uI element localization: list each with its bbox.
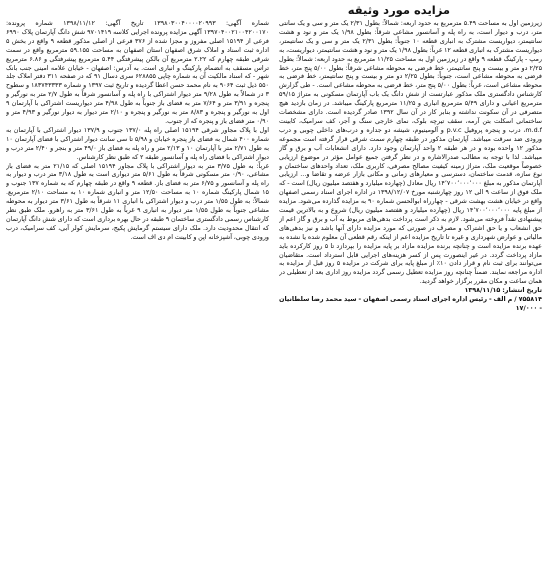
notice-column-right bbox=[6, 19, 269, 572]
notice-columns bbox=[6, 19, 542, 572]
notice-title: مزایده مورد وثیقه bbox=[347, 3, 450, 17]
notice-column-left bbox=[279, 19, 542, 572]
publication-date: تاریخ انتشار: ۱۳۹۸/۱۱/۱۵ bbox=[464, 286, 542, 295]
notice-paragraph: شماره آگهی: ۱۳۹۸۰۳۰۰۴۰۰۰۰۲۰۹۹۳ تاریخ آگهی: ۱۳۹۸/۱۱/۱۲ شماره پرونده: ۱۳۹۷۰۴۰۰۲۱۰۰۴۲۰۰۱۷۰ آگهی مزایده پرونده اجرایی کلاسه ۹۷۰۱۴۱۹ شش دانگ آپارتمان پلاک ۶۹۹۰ فرعی از ۱۵۱۹۴ اصلی مفروز و مجزا شده از ۳۷۶ فرعی از اصلی مذکور قطعه ۹ واقع در بخش ۵ اداره ثبت اسناد و املاک شرق اصفهان استان اصفهان به مساحت ۵۹.۱۵۵ مترمربع واقع در سمت شرقی طبقه چهارم که ۲.۲۲ مترمربع آن بالکن پیشرفتگی ۵.۴۴ مترمربع پیشرفتگی و ۶.۸۶ مترمربع تراس مسقف به انضمام پارکینگ و انباری است. به آدرس: اصفهان - خیابان علامه امینی جنب بانک شهر - که اسناد مالکیت آن به شماره چاپی ۶۲۸۸۵۵ سری دسال ۹۱ که در صفحه ۳۱۱ دفتر املاک جلد ۵۵۰ ذیل ثبت ۹۰۶۴ به نام محمد حسن اعطا گردیده و تاریخ ثبت ۱۳۹۷ و شماره ۱۸۳۷۴۳۳۳۳ و سطوح ۳ در شمالاً به طول ۹/۲۸ متر دیوار اشتراکی با راه پله و آسانسور شرقاً به طول ۲/۷ متر به نورگیر و پنجره و ۳/۹۱ متر و ۷/۶۴ متر به فضای باز جنوباً به طول ۴/۹۸ متر دیواریست اشتراکی با آپارتمان ۹ اول به نورگیر و پنجره و ۸/۸۳ متر به نورگیر و پنجره و ۲/۱۰ متر دیوار به دیوار نورگیر و ۴/۹۳ متر و ۰/۹۰ متر فضای باز و پنجره که از جنوب. bbox=[6, 19, 269, 125]
signature-line: ۷۵۵۸۱۴ / م الف - رئیس اداره اجرای اسناد رسمی اصفهان - سید محمد رضا سلطانیان - ۱۷/۰۰۰ bbox=[279, 295, 542, 312]
notice-paragraph: غرباً: به طول ۳/۷۵ متر به دیوار اشتراکی با پلاک مجاور ۱۵۱۹۴ اصلی که ۲۱/۱۵ متر به فضای باز مشاعی، ۰/۹۰ متر مسکونی شرقاً به طول ۵/۶۱ متر دیواری است به طول ۳/۱۸ متر درب و دیوار به راه پله و آسانسور و ۶/۷۵ متر به فضای باز. قطعه ۹ واقع در طبقه چهارم که به شماره ۱۳۷ جنوب و ۱۵ شمال پارکینگ شماره ۱۰ به مساحت ۱۲/۵۰ متر و انباری شماره ۱۰ به مساحت ۲/۱۰ مترمربع. شمالاً: به طول ۱/۵۵ متر درب و دیوار اشتراکی با انباری ۱۱ شرقاً به طول ۳/۶۱ متر دیوار به محوطه مشاعی جنوباً به طول ۱/۵۵ متر دیوار به انباری ۹ غرباً به طول ۳/۶۱ متر به راهرو. ملک طبق نظر کارشناس رسمی دادگستری ساختمان ۹ طبقه در حال بهره برداری است که دارای شش دانگ آپارتمان که انتقال محدودیت دارد. ملک دارای سیستم گرمایش پکیج، سرمایش کولر آبی، کف سرامیک، درب ورودی چوبی، آشپزخانه اپن و کابینت ام دی اف است. bbox=[6, 161, 269, 241]
notice-paragraph: زیرزمین اول به مساحت ۵.۴۹ مترمربع به حدود اربعه: شمالاً: بطول ۲/۳۱ یک متر و سی و یک سانتی متر، درب و دیوار است، به راه پله و آسانسور مشاعی شرقاً: بطول ۱/۹۸ یک متر و نود و هشت سانتیمتر، دیواریست مشترک به انباری قطعه ۱۰ جنوباً: بطول ۲/۳۱ یک متر و سی و یک سانتیمتر، دیواریست مشترک به انباری قطعه ۱۲ غرباً: بطول ۱/۹۸ یک متر و نود و هشت سانتیمتر، دیواریست، به رمپ - پارکینگ قطعه ۹ واقع در زیرزمین اول به مساحت ۱۱/۲۵ مترمربع به حدود اربعه: شمالاً: بطول ۲/۲۵ دو متر و بیست و پنج سانتیمتر، خط فرضی به محوطه مشاعی شرقاً: بطول ۵/۰۰ پنج متر، خط فرضی به محوطه مشاعی است، جنوباً: بطول ۲/۲۵ دو متر و بیست و پنج سانتیمتر، خط فرضی به محوطه مشاعی است، غرباً: بطول ۵/۰۰ پنج متر، خط فرضی به محوطه مشاعی است. - طی گزارش کارشناس دادگستری ملک مذکور عبارتست از شش دانگ یک باب آپارتمان مسکونی به متراژ ۵۹/۱۵ مترمربع اعیانی و دارای ۵/۴۹ مترمربع انباری و ۱۱/۲۵ مترمربع پارکینگ میباشد. در زمان بازدید هیچ متصرفی در آن سکونت نداشته و بنابر کار در آن سال ۱۳۹۲ صادر گردیده است. دارای مشخصات ساختمانی اسکلت بتن آرمه، سقف تیرچه بلوک، نمای خارجی سنگ و آجر، کف سرامیک، کابینت m.d.f، درب و پنجره پروفیل p.v.c و آلومینیوم، شیشه دو جداره و درب‌های داخلی چوبی و درب ورودی ضد سرقت میباشد. آپارتمان مذکور در طبقه چهارم سمت شرقی قرار گرفته است مجموعه مذکور ۱۲ واحده بوده و در هر طبقه ۲ واحد آپارتمان وجود دارد. دارای انشعابات آب و برق و گاز میباشد. لذا با توجه به مطالب صدرالاشاره و در نظر گرفتن جمیع عوامل مؤثر در موضوع ارزیابی خصوصاً موقعیت ملک، متراژ زمینه کیفیت مصالح مصرفی، کاربری ملک، تعداد واحدهای ساختمان و نوع سازه، قدمت ساختمان، دسترسی و معیارهای زمانی و مکانی بازار عرضه و تقاضا و... ارزیابی آپارتمان مذکور به مبلغ ۱۴٬۷۰۰٬۰۰۰٬۰۰۰ ریال معادل (چهارده میلیارد و هفتصد میلیون ریال) است - که ملک فوق از ساعت ۹ الی ۱۲ روز چهارشنبه مورخ ۱۳۹۸/۱۲/۰۷ در اداره اجرای اسناد رسمی اصفهان واقع در خیابان هشت بهشت شرقی - چهارراه ابوالحسن شماره ۹۰ به مزایده گذارده می‌شود. مزایده از مبلغ پایه ۱۴٬۷۰۰٬۰۰۰٬۰۰۰ ریال (چهارده میلیارد و هفتصد میلیون ریال) شروع و به بالاترین قیمت پیشنهادی نقداً فروخته می‌شود. لازم به ذکر است پرداخت بدهی‌های مربوط به آب و برق و گاز اعم از حق انشعاب و یا حق اشتراک و مصرف در صورتی که مورد مزایده دارای آنها باشد و نیز بدهی‌های مالیاتی و عوارض شهرداری و غیره تا تاریخ مزایده اعم از اینکه رقم قطعی آن معلوم شده یا نشده به عهده برنده مزایده است و چنانچه برنده مزایده مازاد بر پایه مزایده را بپردازد تا ۵ روز کارکرده باید مازاد پرداخت گردد. در غیر اینصورت پس از کسر هزینه‌های اجرایی قابل استرداد است. متقاضیان می‌توانند برای ثبت نام و قرار دادن ۱۰٪ از مبلغ پایه برای شرکت در مزایده ۵ روز قبل از مزایده به اداره مراجعه نمایند. ضمناً چنانچه روز مزایده تعطیل رسمی گردد مزایده روز اداری بعد از تعطیلی در همان ساعت و مکان مقرر برگزار خواهد گردید. bbox=[279, 19, 542, 286]
notice-paragraph: اول با پلاک مجاور شرقی ۱۵۱۹۴ اصلی راه پله ۱۳۷/۰ جنوب و ۱۳۷/۹ دیوار اشتراکی با آپارتمان به شماره ۴۰۰ شمال به فضای باز پنجره خیابان و ۵/۹۸ تا سی سانت دیوار اشتراکی با فضای آپارتمان ۱۰ به طول ۲/۷۱ متر با آپارتمان ۱۰ و ۲/۱۳ متر و راه پله به فضای باز ۴۹/۰ متر و بنجر و ۲/۴۰ متر درب و دیوار اشتراکی با فضای راه پله و آسانسور طبقه ۲ که طبق نظر کارشناس. bbox=[6, 125, 269, 161]
